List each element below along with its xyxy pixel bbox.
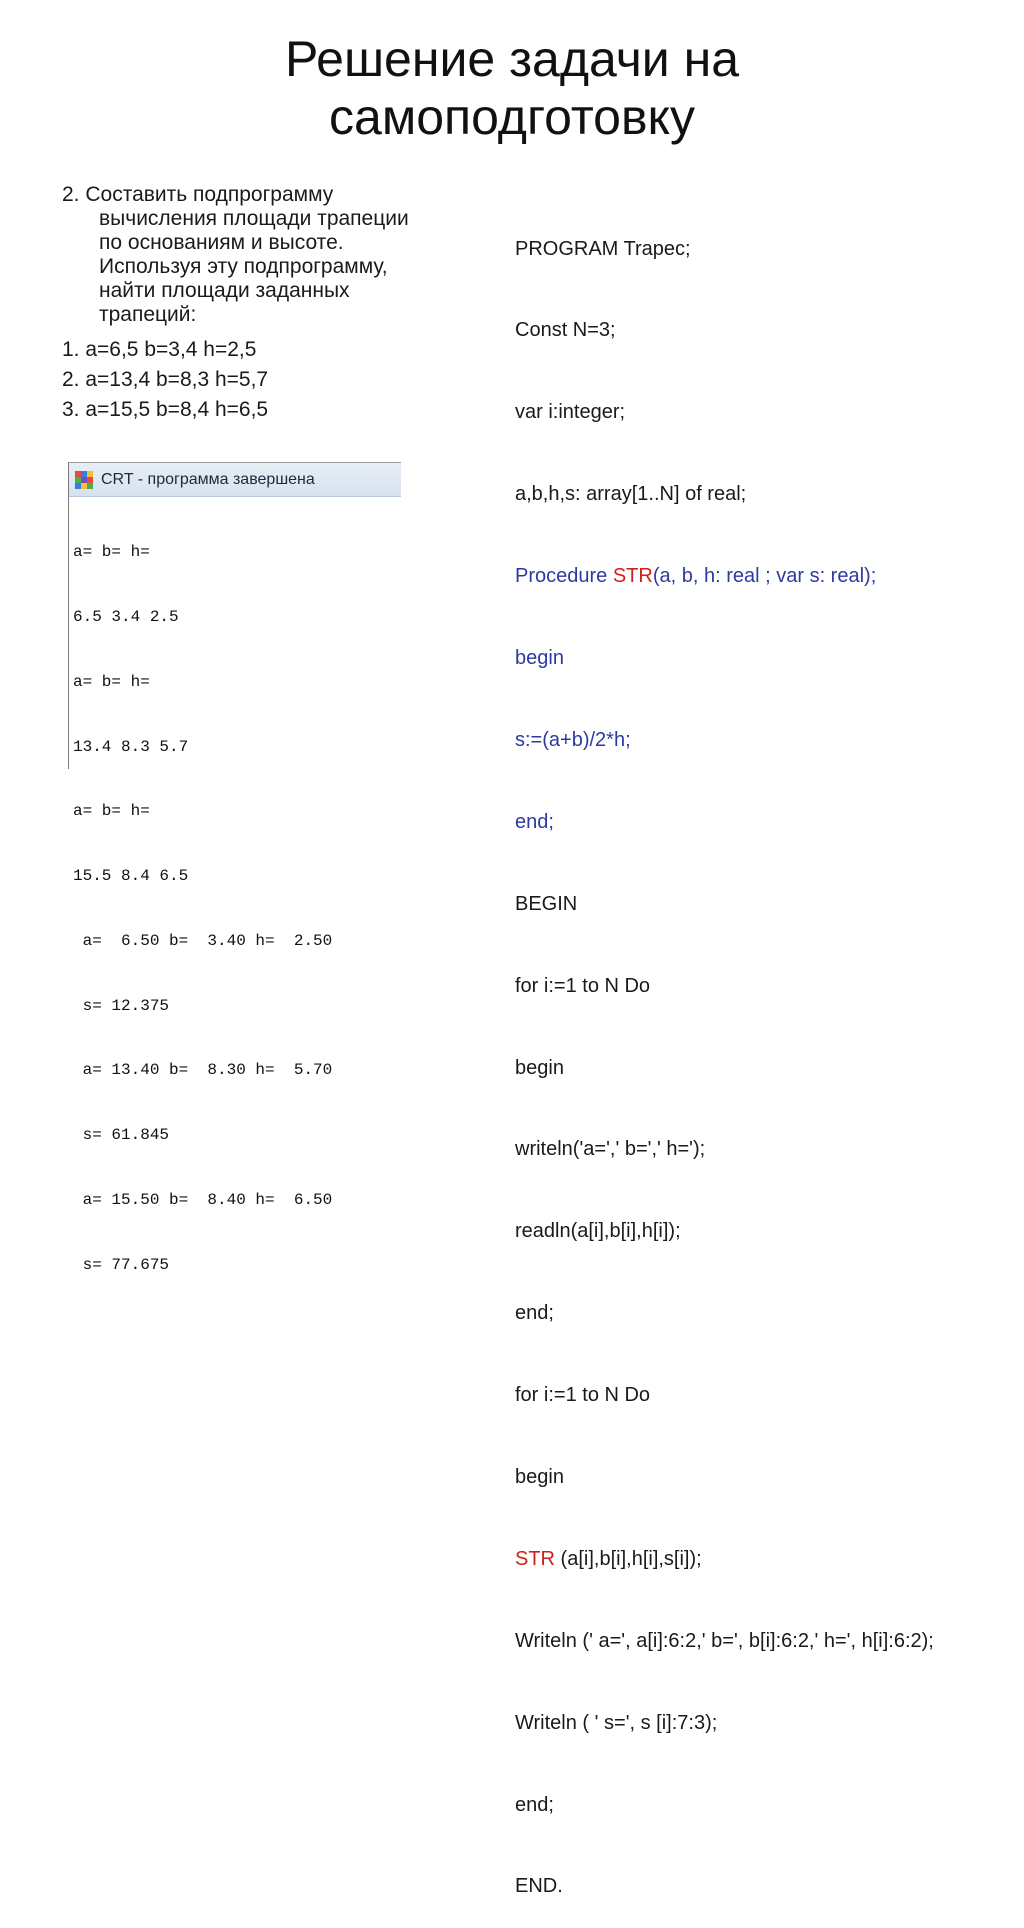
code-line: end; bbox=[515, 1302, 554, 1325]
code-line: begin bbox=[515, 647, 564, 670]
code-line: Writeln (' a=', a[i]:6:2,' b=', b[i]:6:2,' h=', h[i]:6:2); bbox=[515, 1629, 934, 1652]
console-line: a= 13.40 b= 8.30 h= 5.70 bbox=[73, 1061, 333, 1080]
task-data-item: 1. a=6,5 b=3,4 h=2,5 bbox=[62, 338, 257, 361]
slide-title-line2: самоподготовку bbox=[329, 89, 695, 145]
pascal-code-listing bbox=[515, 181, 1015, 1928]
task-text-line: трапеций: bbox=[99, 303, 197, 326]
code-line: end; bbox=[515, 1793, 554, 1816]
code-line: begin bbox=[515, 1056, 564, 1079]
console-line: a= b= h= bbox=[73, 672, 150, 691]
console-line: s= 77.675 bbox=[73, 1255, 170, 1274]
code-line: s:=(a+b)/2*h; bbox=[515, 728, 631, 751]
code-procedure-keyword: Procedure bbox=[515, 565, 613, 588]
code-line: Const N=3; bbox=[515, 319, 616, 342]
code-line: BEGIN bbox=[515, 892, 578, 915]
code-line: END. bbox=[515, 1875, 563, 1898]
task-description bbox=[62, 183, 492, 425]
code-line-procedure bbox=[515, 563, 1015, 590]
crt-window bbox=[68, 462, 401, 1274]
task-heading: 2. Составить подпрограмму bbox=[62, 183, 334, 206]
console-line: a= b= h= bbox=[73, 543, 150, 562]
console-line: a= b= h= bbox=[73, 802, 150, 821]
code-procedure-name: STR bbox=[612, 565, 653, 588]
task-text-line: найти площади заданных bbox=[99, 279, 350, 302]
console-line: 15.5 8.4 6.5 bbox=[73, 867, 189, 886]
code-line: end; bbox=[515, 810, 554, 833]
console-line: s= 61.845 bbox=[73, 1126, 170, 1145]
console-line: 6.5 3.4 2.5 bbox=[73, 607, 179, 626]
code-line: readln(a[i],b[i],h[i]); bbox=[515, 1220, 681, 1243]
code-line: writeln('a=',' b=',' h='); bbox=[515, 1138, 706, 1161]
code-line: begin bbox=[515, 1465, 564, 1488]
task-text-line: вычисления площади трапеции bbox=[99, 207, 409, 230]
code-line: for i:=1 to N Do bbox=[515, 1384, 651, 1407]
code-line: Writeln ( ' s=', s [i]:7:3); bbox=[515, 1711, 718, 1734]
task-text-line: Используя эту подпрограмму, bbox=[99, 255, 388, 278]
console-line: 13.4 8.3 5.7 bbox=[73, 737, 189, 756]
task-data-item: 2. a=13,4 b=8,3 h=5,7 bbox=[62, 368, 269, 391]
task-data-list bbox=[62, 335, 492, 425]
crt-console-output bbox=[69, 497, 401, 1320]
crt-window-titlebar[interactable] bbox=[69, 463, 401, 497]
code-call-args: (a[i],b[i],h[i],s[i]); bbox=[555, 1547, 702, 1570]
console-line: a= 15.50 b= 8.40 h= 6.50 bbox=[73, 1191, 333, 1209]
code-procedure-params: (a, b, h: real ; var s: real); bbox=[652, 565, 877, 588]
code-line: PROGRAM Trapec; bbox=[515, 237, 691, 260]
code-line-call bbox=[515, 1546, 1015, 1573]
task-data-item: 3. a=15,5 b=8,4 h=6,5 bbox=[62, 398, 269, 421]
task-text-line: по основаниям и высоте. bbox=[99, 231, 344, 254]
console-line: s= 12.375 bbox=[73, 996, 170, 1015]
crt-window-title: CRT - программа завершена bbox=[101, 470, 315, 488]
code-line: for i:=1 to N Do bbox=[515, 974, 651, 997]
slide-title-line1: Решение задачи на bbox=[284, 31, 740, 87]
crt-app-icon bbox=[75, 471, 93, 489]
code-line: var i:integer; bbox=[515, 401, 626, 424]
console-line: a= 6.50 b= 3.40 h= 2.50 bbox=[73, 931, 333, 950]
code-call-name: STR bbox=[515, 1547, 555, 1570]
code-line: a,b,h,s: array[1..N] of real; bbox=[515, 483, 747, 506]
slide-title bbox=[0, 30, 1024, 146]
